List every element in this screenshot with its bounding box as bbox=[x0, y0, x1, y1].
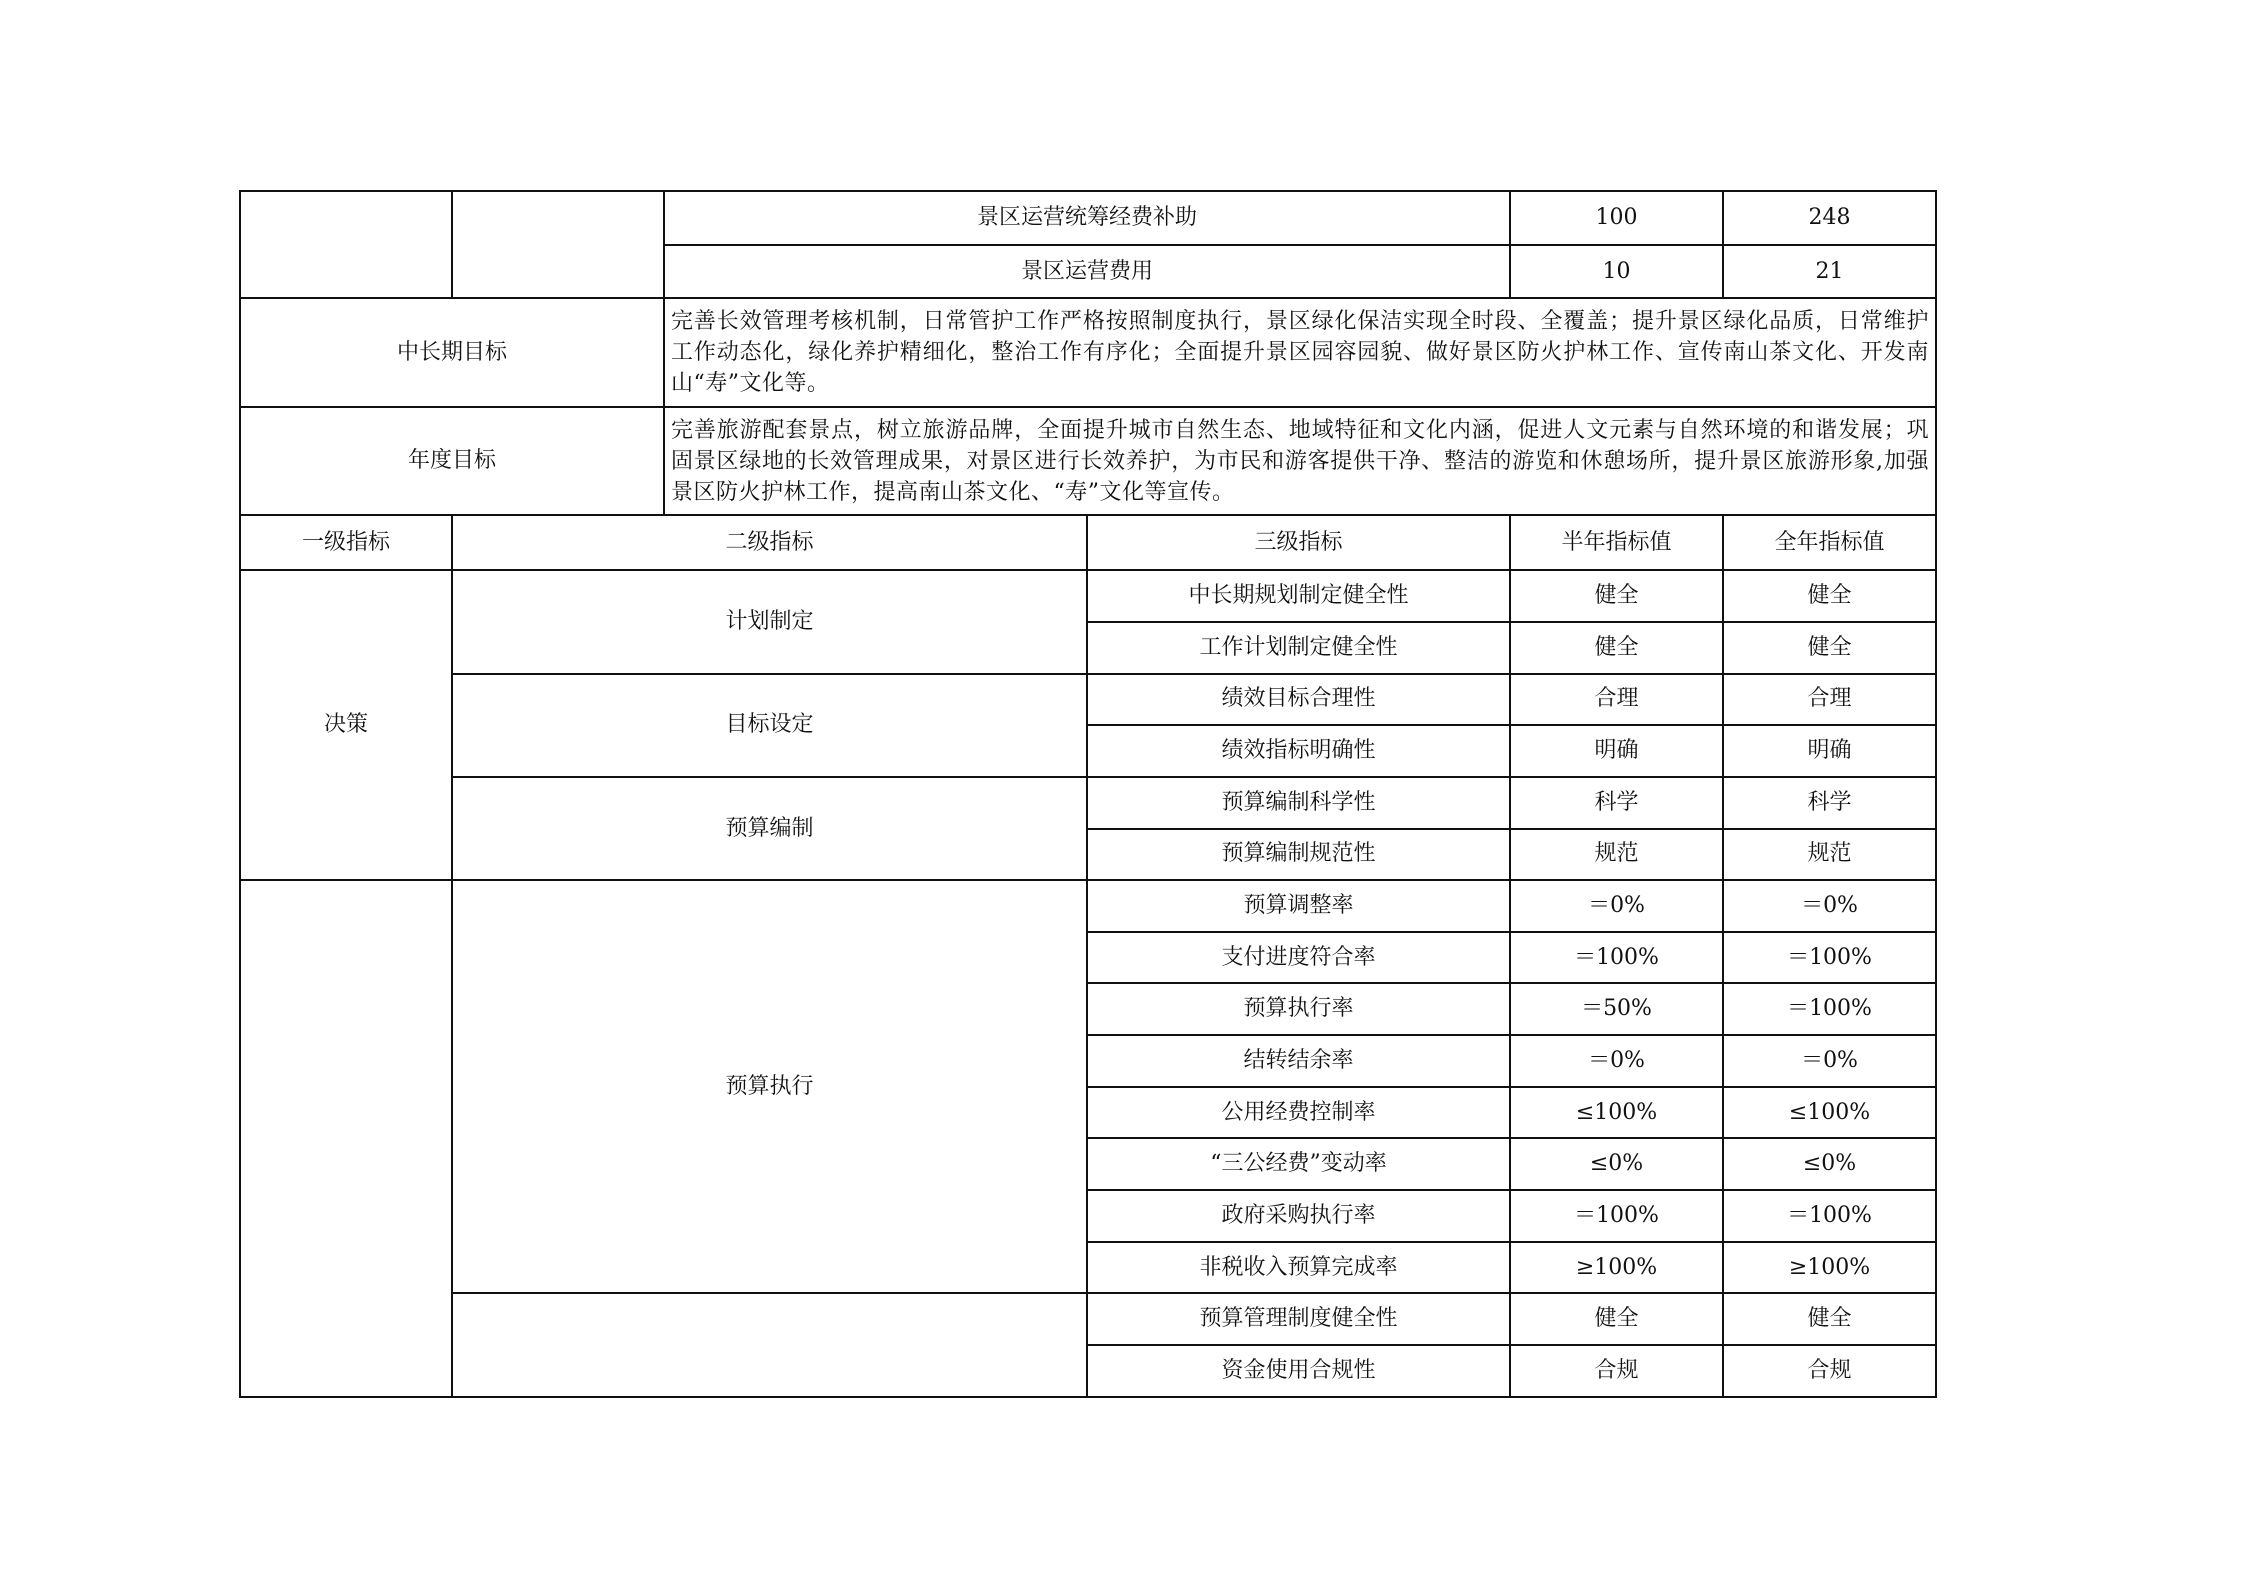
half-value: 健全 bbox=[1510, 570, 1723, 622]
annual-goal-label: 年度目标 bbox=[240, 407, 664, 516]
level3-label: 绩效指标明确性 bbox=[1087, 725, 1510, 777]
level3-label: 工作计划制定健全性 bbox=[1087, 622, 1510, 674]
full-value: ＝100% bbox=[1723, 932, 1936, 984]
level3-label: 资金使用合规性 bbox=[1087, 1345, 1510, 1397]
funding-row bbox=[240, 191, 1936, 245]
mid-long-goal-text: 完善长效管理考核机制，日常管护工作严格按照制度执行，景区绿化保洁实现全时段、全覆盖；提升景区绿化品质，日常维护工作动态化，绿化养护精细化，整治工作有序化；全面提升景区园容园貌、做好景区防火护林工作、宣传南山茶文化、开发南山“寿”文化等。 bbox=[664, 298, 1936, 407]
full-value: ≤100% bbox=[1723, 1087, 1936, 1139]
half-value: 合规 bbox=[1510, 1345, 1723, 1397]
level3-label: “三公经费”变动率 bbox=[1087, 1138, 1510, 1190]
full-value: ＝0% bbox=[1723, 880, 1936, 932]
indicator-row bbox=[240, 570, 1936, 622]
level3-label: 结转结余率 bbox=[1087, 1035, 1510, 1087]
half-value: ≤0% bbox=[1510, 1138, 1723, 1190]
half-value: 合理 bbox=[1510, 674, 1723, 726]
full-value: 规范 bbox=[1723, 829, 1936, 881]
level3-label: 预算管理制度健全性 bbox=[1087, 1293, 1510, 1345]
blank-cell bbox=[452, 191, 664, 298]
half-value: 规范 bbox=[1510, 829, 1723, 881]
performance-indicator-table bbox=[239, 190, 1937, 1398]
level3-label: 预算编制规范性 bbox=[1087, 829, 1510, 881]
full-value: 合规 bbox=[1723, 1345, 1936, 1397]
level2-label bbox=[452, 1293, 1087, 1397]
indicator-row bbox=[240, 674, 1936, 726]
full-value: 明确 bbox=[1723, 725, 1936, 777]
full-value: ＝100% bbox=[1723, 1190, 1936, 1242]
full-value: 健全 bbox=[1723, 622, 1936, 674]
half-value: ＝100% bbox=[1510, 932, 1723, 984]
level2-label: 预算执行 bbox=[452, 880, 1087, 1293]
half-value: ≥100% bbox=[1510, 1242, 1723, 1294]
indicator-row bbox=[240, 880, 1936, 932]
blank-cell bbox=[240, 191, 452, 298]
funding-full-value: 248 bbox=[1723, 191, 1936, 245]
header-full-target: 全年指标值 bbox=[1723, 515, 1936, 570]
indicator-row bbox=[240, 1293, 1936, 1345]
half-value: ＝100% bbox=[1510, 1190, 1723, 1242]
half-value: ≤100% bbox=[1510, 1087, 1723, 1139]
header-half-target: 半年指标值 bbox=[1510, 515, 1723, 570]
half-value: 健全 bbox=[1510, 1293, 1723, 1345]
funding-half-value: 10 bbox=[1510, 245, 1723, 299]
level3-label: 预算调整率 bbox=[1087, 880, 1510, 932]
funding-item-label: 景区运营费用 bbox=[664, 245, 1510, 299]
level3-label: 支付进度符合率 bbox=[1087, 932, 1510, 984]
indicator-header-row bbox=[240, 515, 1936, 570]
half-value: ＝50% bbox=[1510, 983, 1723, 1035]
full-value: 健全 bbox=[1723, 570, 1936, 622]
level1-decision: 决策 bbox=[240, 570, 452, 880]
full-value: 科学 bbox=[1723, 777, 1936, 829]
mid-long-goal-row bbox=[240, 298, 1936, 407]
indicator-row bbox=[240, 777, 1936, 829]
level1-process bbox=[240, 880, 452, 1397]
funding-half-value: 100 bbox=[1510, 191, 1723, 245]
level3-label: 中长期规划制定健全性 bbox=[1087, 570, 1510, 622]
full-value: ≥100% bbox=[1723, 1242, 1936, 1294]
level3-label: 预算编制科学性 bbox=[1087, 777, 1510, 829]
header-level2: 二级指标 bbox=[452, 515, 1087, 570]
half-value: 科学 bbox=[1510, 777, 1723, 829]
level3-label: 政府采购执行率 bbox=[1087, 1190, 1510, 1242]
level3-label: 非税收入预算完成率 bbox=[1087, 1242, 1510, 1294]
funding-full-value: 21 bbox=[1723, 245, 1936, 299]
level3-label: 绩效目标合理性 bbox=[1087, 674, 1510, 726]
annual-goal-text: 完善旅游配套景点，树立旅游品牌，全面提升城市自然生态、地域特征和文化内涵，促进人文元素与自然环境的和谐发展；巩固景区绿地的长效管理成果，对景区进行长效养护，为市民和游客提供干净、整洁的游览和休憩场所，提升景区旅游形象,加强景区防火护林工作，提高南山茶文化、“寿”文化等宣传。 bbox=[664, 407, 1936, 516]
funding-item-label: 景区运营统筹经费补助 bbox=[664, 191, 1510, 245]
full-value: ≤0% bbox=[1723, 1138, 1936, 1190]
half-value: 明确 bbox=[1510, 725, 1723, 777]
annual-goal-row bbox=[240, 407, 1936, 516]
mid-long-goal-label: 中长期目标 bbox=[240, 298, 664, 407]
half-value: 健全 bbox=[1510, 622, 1723, 674]
full-value: ＝0% bbox=[1723, 1035, 1936, 1087]
level2-label: 计划制定 bbox=[452, 570, 1087, 673]
full-value: 健全 bbox=[1723, 1293, 1936, 1345]
header-level1: 一级指标 bbox=[240, 515, 452, 570]
level3-label: 预算执行率 bbox=[1087, 983, 1510, 1035]
level2-label: 预算编制 bbox=[452, 777, 1087, 880]
half-value: ＝0% bbox=[1510, 880, 1723, 932]
header-level3: 三级指标 bbox=[1087, 515, 1510, 570]
full-value: ＝100% bbox=[1723, 983, 1936, 1035]
half-value: ＝0% bbox=[1510, 1035, 1723, 1087]
full-value: 合理 bbox=[1723, 674, 1936, 726]
level2-label: 目标设定 bbox=[452, 674, 1087, 777]
level3-label: 公用经费控制率 bbox=[1087, 1087, 1510, 1139]
